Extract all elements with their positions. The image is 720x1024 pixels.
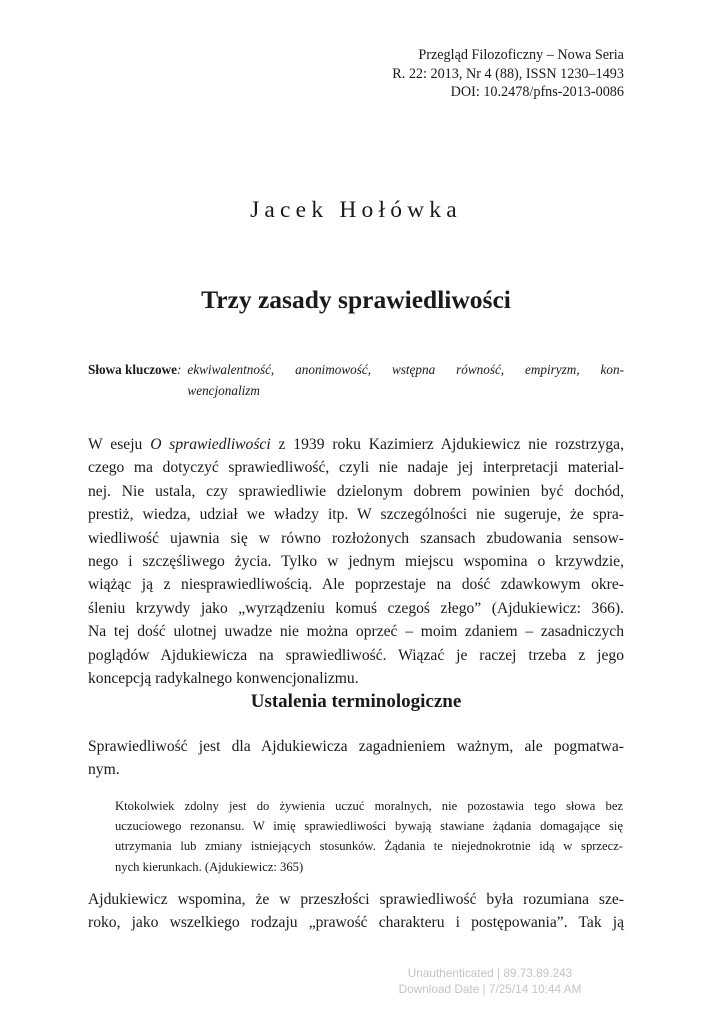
quote-line: uczuciowego rezonansu. W imię sprawiedliwości bywają stawiane żądania domagające się <box>115 819 623 834</box>
quote-line: Ktokolwiek zdolny jest do żywienia uczuć moralnych, nie pozostawia tego słowa bez <box>115 799 623 813</box>
journal-name: Przegląd Filozoficzny – Nowa Seria <box>418 47 624 63</box>
section-heading: Ustalenia terminologiczne <box>250 691 462 712</box>
paragraph-line: czego ma dotyczyć sprawiedliwość, czyli nie nadaje jej interpretacji material- <box>88 459 624 477</box>
watermark-date-line: Download Date | 7/25/14 10:44 AM <box>398 981 582 996</box>
journal-volume-issn: R. 22: 2013, Nr 4 (88), ISSN 1230–1493 <box>392 65 624 82</box>
paragraph-line: Sprawiedliwość jest dla Ajdukiewicza zagadnieniem ważnym, ale pogmatwa- <box>88 738 624 755</box>
journal-doi: DOI: 10.2478/pfns-2013-0086 <box>450 84 624 100</box>
paragraph-line: poglądów Ajdukiewicza na sprawiedliwość. Wiązać je raczej trzeba z jego <box>88 646 624 664</box>
paragraph-line: nej. Nie ustala, czy sprawiedliwie dzielonym dobrem powinien być dochód, <box>88 482 624 500</box>
keywords-line: wencjonalizm <box>187 382 260 398</box>
essay-title-italic: O sprawiedliwości <box>150 436 271 453</box>
quote-line: utrzymania lub zmiany istniejących stosunków. Żądania te niejednokrotnie idą w sprzecz- <box>115 839 623 854</box>
paragraph-line: W eseju O sprawiedliwości z 1939 roku Kazimierz Ajdukiewicz nie rozstrzyga, <box>88 436 624 453</box>
paragraph-line: śleniu krzywdy jako „wyrządzeniu komuś czegoś złego” (Ajdukiewicz: 366). <box>88 599 624 617</box>
paragraph-line: wiążąc ją z niesprawiedliwością. Ale poprzestaje na dość zdawkowym okre- <box>88 576 624 594</box>
paragraph-line: wiedliwość ujawnia się w równo rozłożonych szansach zbudowania sensow- <box>88 529 624 547</box>
paragraph-line: prestiż, wiedza, udział we władzy itp. W szczególności nie sugeruje, że spra- <box>88 506 624 524</box>
watermark-auth-line: Unauthenticated | 89.73.89.243 <box>407 966 573 980</box>
keywords-values <box>187 360 624 401</box>
author-name: Jacek Hołówka <box>250 197 462 223</box>
paper-page <box>88 0 624 1024</box>
paragraph-line: roko, jako wszelkiego rodzaju „prawość charakteru i postępowania”. Tak ją <box>88 914 624 932</box>
paragraph-line: Ajdukiewicz wspomina, że w przeszłości sprawiedliwość była rozumiana sze- <box>88 891 624 908</box>
body-paragraph-1 <box>88 433 624 690</box>
keywords-line: ekwiwalentność, anonimowość, wstępna równość, empiryzm, kon- <box>187 362 624 377</box>
paragraph-line: nego i szczęśliwego życia. Tylko w jednym miejscu wspomina o krzywdzie, <box>88 553 624 571</box>
paragraph-line: Na tej dość ulotnej uwadze nie można oprzeć – moim zdaniem – zasadniczych <box>88 623 624 641</box>
paragraph-line: nym. <box>88 761 120 779</box>
journal-header <box>392 46 624 102</box>
body-paragraph-3 <box>88 888 624 935</box>
paragraph-line: koncepcją radykalnego konwencjonalizmu. <box>88 670 359 688</box>
download-watermark <box>340 966 640 997</box>
keywords-block <box>88 360 624 401</box>
paper-title: Trzy zasady sprawiedliwości <box>201 285 511 314</box>
quote-line: nych kierunkach. (Ajdukiewicz: 365) <box>115 859 304 874</box>
body-paragraph-2 <box>88 735 624 782</box>
keywords-label: Słowa kluczowe: <box>88 362 182 377</box>
block-quote <box>115 796 623 877</box>
